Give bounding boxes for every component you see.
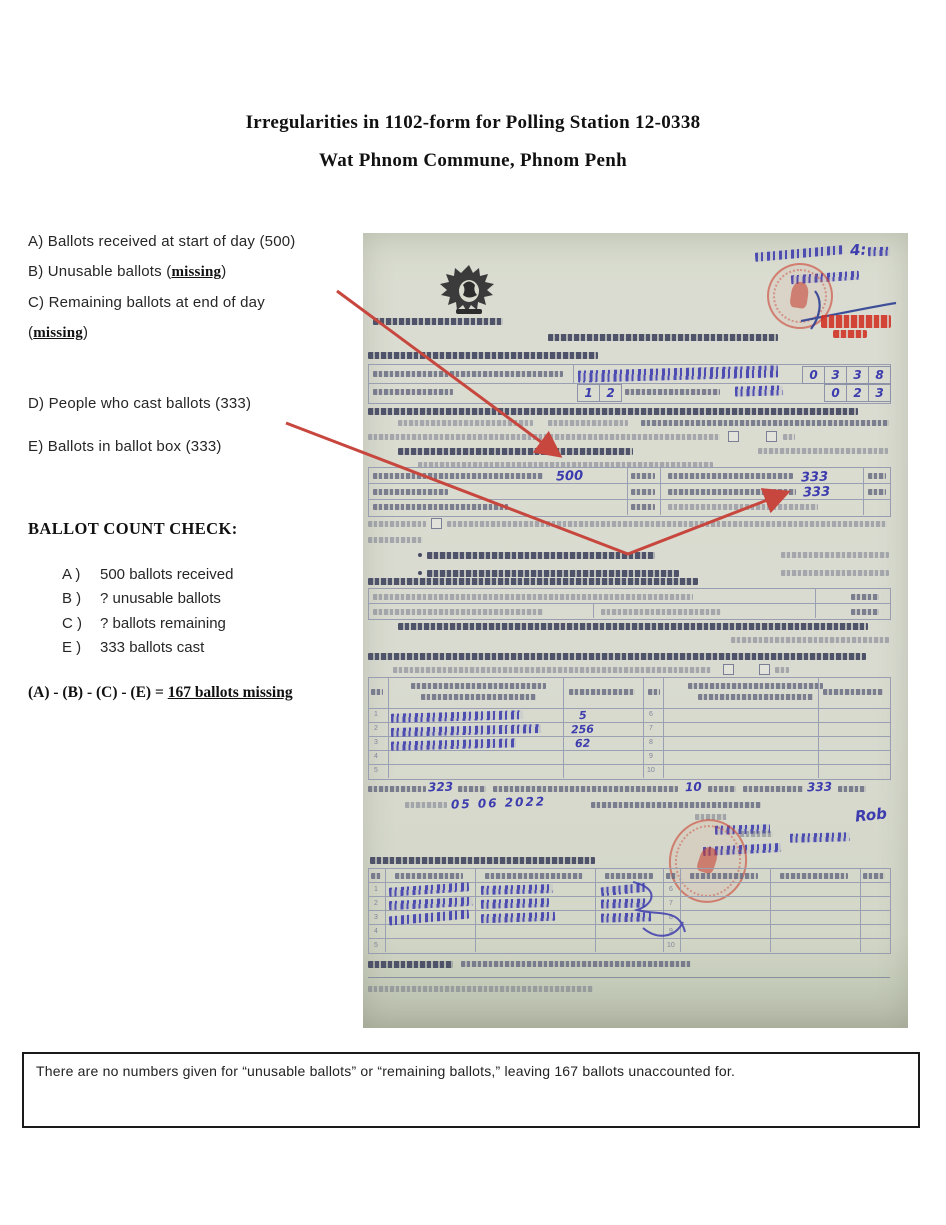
sig-col-header <box>485 873 583 879</box>
invalid-total-label <box>493 786 678 792</box>
ballot-check-heading: BALLOT COUNT CHECK: <box>28 519 238 538</box>
sig-col-header <box>371 873 381 879</box>
ballots-in-box-label <box>668 489 796 495</box>
para-line <box>641 420 889 426</box>
paren-close: ) <box>82 324 89 341</box>
party-votes-2: 256 <box>570 722 595 737</box>
nec-header-text <box>373 318 503 325</box>
commune-name-handwritten <box>735 385 783 396</box>
counts-col-line <box>627 467 628 515</box>
ballots-received-value: 500 <box>555 468 584 485</box>
voters-cast-label <box>668 473 793 479</box>
party-row-line <box>368 736 890 737</box>
unit-label <box>868 473 886 479</box>
observer-signature: Rob <box>854 804 888 826</box>
col-party-header2 <box>421 694 536 700</box>
col-party-header2 <box>698 694 813 700</box>
paren-note <box>781 552 889 558</box>
party-col-line <box>563 677 564 778</box>
box-total-value: 333 <box>806 779 833 795</box>
seal-table-line <box>368 603 890 604</box>
row-number: 9 <box>669 928 673 935</box>
date-line-text <box>591 802 761 808</box>
district-digit-1: 1 <box>577 384 600 402</box>
clock-note-tail <box>868 247 890 257</box>
section3-heading <box>368 578 698 585</box>
check-text-b: ? unusable ballots <box>100 590 221 607</box>
check-letter-a: A ) <box>62 566 81 583</box>
seal-table-col <box>593 603 594 618</box>
party-col-line <box>388 677 389 778</box>
paren-note <box>781 570 889 576</box>
counts-col-line <box>863 467 864 515</box>
row-number: 1 <box>374 886 378 893</box>
sig-col-header <box>395 873 463 879</box>
row-number: 6 <box>669 886 673 893</box>
check-item-b <box>62 590 221 607</box>
annotation-b-suffix: ) <box>221 263 227 280</box>
party-header-line <box>368 708 890 709</box>
seal-row1-label <box>373 594 693 600</box>
date-label <box>405 802 447 808</box>
party-col-line <box>818 677 819 778</box>
row-number: 7 <box>649 725 653 732</box>
bullet-line-2 <box>427 570 679 577</box>
row-number: 8 <box>669 914 673 921</box>
invalid-total-value: 10 <box>684 779 702 795</box>
paren-note <box>758 448 888 454</box>
sig-col-line <box>385 868 386 952</box>
unit-label <box>631 473 655 479</box>
commune-label <box>373 389 453 395</box>
seal-row2-mid <box>601 609 721 615</box>
seal-table-col <box>815 588 816 618</box>
annotation-c-missing: missing <box>33 325 83 341</box>
para-line <box>368 521 426 527</box>
secretary-name-handwritten <box>790 832 850 843</box>
count-record-label <box>398 448 633 455</box>
unit-label <box>868 489 886 495</box>
red-stamp-khmer-text <box>821 315 891 328</box>
checkbox-morning <box>728 431 739 442</box>
check-item-c <box>62 615 226 632</box>
footer-text <box>368 986 593 992</box>
party-votes-3: 62 <box>574 736 591 751</box>
bullet-line-1 <box>427 552 655 559</box>
date-handwritten: 05 06 2022 <box>450 794 547 812</box>
row-number: 1 <box>374 711 378 718</box>
para-line <box>447 521 887 527</box>
para-line <box>368 537 423 543</box>
valid-total-label <box>368 786 426 792</box>
station-name-label <box>373 371 563 377</box>
row3-label <box>373 504 508 510</box>
sig-col-line <box>595 868 596 952</box>
sig-col-line <box>475 868 476 952</box>
col-party-header <box>411 683 546 689</box>
station-code-digit-1: 0 <box>802 366 825 384</box>
ballots-in-box-value: 333 <box>802 484 831 501</box>
checkbox-match <box>431 518 442 529</box>
check-letter-c: C ) <box>62 615 82 632</box>
commune-code-digit-1: 0 <box>824 384 847 402</box>
row-number: 2 <box>374 900 378 907</box>
sig-col-header <box>780 873 848 879</box>
box-total-label <box>743 786 803 792</box>
seal-row1-value <box>851 594 879 600</box>
sig-col-header <box>690 873 758 879</box>
paren-open: ( <box>28 324 34 341</box>
row-number: 3 <box>374 914 378 921</box>
counts-col-line <box>660 467 661 515</box>
party-col-line <box>643 677 644 778</box>
note-text <box>461 961 691 967</box>
form-title-text <box>548 334 778 341</box>
station-code-digit-4: 8 <box>868 366 891 384</box>
annotation-c: C) Remaining ballots at end of day <box>28 294 265 311</box>
footnote-box <box>22 1052 920 1128</box>
seal-note-line <box>398 623 868 630</box>
annotation-e: E) Ballots in ballot box (333) <box>28 438 222 455</box>
check-text-e: 333 ballots cast <box>100 639 205 656</box>
checkbox-no <box>759 664 770 675</box>
para-line <box>548 420 628 426</box>
form-photo <box>363 233 908 1028</box>
row2-label <box>373 489 448 495</box>
party-votes-1: 5 <box>578 708 587 723</box>
para-line <box>368 434 720 440</box>
row-number: 2 <box>374 725 378 732</box>
section4-subline <box>393 667 711 673</box>
bullet-icon <box>418 571 422 575</box>
check-text-c: ? ballots remaining <box>100 615 226 632</box>
col-no-header <box>371 689 383 695</box>
row-number: 4 <box>374 928 378 935</box>
voters-cast-value: 333 <box>800 469 829 486</box>
check-item-a <box>62 566 233 583</box>
col-no-header <box>648 689 660 695</box>
via-label <box>740 831 773 837</box>
checkbox-afternoon <box>766 431 777 442</box>
commune-code-digit-3: 3 <box>868 384 891 402</box>
formula-note <box>668 504 818 510</box>
para-line <box>398 420 533 426</box>
section1-heading <box>368 352 598 359</box>
para-line <box>775 667 789 673</box>
unit-label <box>631 489 655 495</box>
red-stamp-khmer-text2 <box>833 330 867 338</box>
footer-rule <box>368 977 890 978</box>
station-table-divider <box>573 364 574 383</box>
note-label <box>368 961 453 968</box>
row-number: 3 <box>374 739 378 746</box>
check-item-e <box>62 639 204 656</box>
party-row-line <box>368 722 890 723</box>
equation-prefix: (A) - (B) - (C) - (E) = <box>28 684 168 701</box>
annotation-a: A) Ballots received at start of day (500) <box>28 233 296 250</box>
member-id-handwritten-1 <box>481 884 553 895</box>
unit-label <box>631 504 655 510</box>
seal-check-table <box>368 588 891 620</box>
big-signature-flourish <box>613 878 693 944</box>
row-number: 5 <box>374 767 378 774</box>
station-code-digit-2: 3 <box>824 366 847 384</box>
check-text-a: 500 ballots received <box>100 566 234 583</box>
col-party-header <box>688 683 823 689</box>
row-number: 6 <box>649 711 653 718</box>
check-letter-e: E ) <box>62 639 82 656</box>
section4-heading <box>368 653 866 660</box>
seal-row2-label <box>373 609 543 615</box>
col-votes-header <box>569 689 635 695</box>
annotation-d: D) People who cast ballots (333) <box>28 395 252 412</box>
district-digit-2: 2 <box>599 384 622 402</box>
row-number: 10 <box>647 767 655 774</box>
member-id-handwritten-2 <box>481 898 549 909</box>
row-number: 7 <box>669 900 673 907</box>
sig-col-header <box>863 873 885 879</box>
unit-label <box>838 786 866 792</box>
annotation-b <box>28 263 226 281</box>
national-emblem-icon <box>440 263 498 317</box>
party-row-line <box>368 750 890 751</box>
page-title-line2: Wat Phnom Commune, Phnom Penh <box>319 150 627 171</box>
row-number: 9 <box>649 753 653 760</box>
annotation-c-missing-line <box>28 324 88 342</box>
footnote-text: There are no numbers given for “unusable ballots” or “remaining ballots,” leaving 167 ballots unaccounted for. <box>36 1063 736 1079</box>
section2-heading <box>368 408 858 415</box>
ballots-received-label <box>373 473 543 479</box>
paren-note <box>731 637 889 643</box>
bullet-icon <box>418 553 422 557</box>
seal-row2-value <box>851 609 879 615</box>
clock-time-value: 4: <box>849 240 868 260</box>
station-code-digit-3: 3 <box>846 366 869 384</box>
province-label <box>625 389 720 395</box>
ballot-equation <box>28 684 293 702</box>
row-number: 5 <box>374 942 378 949</box>
annotation-b-missing: missing <box>171 264 222 280</box>
commune-code-digit-2: 2 <box>846 384 869 402</box>
check-letter-b: B ) <box>62 590 82 607</box>
row-number: 10 <box>667 942 675 949</box>
page-title-line1: Irregularities in 1102-form for Polling Station 12-0338 <box>245 112 701 133</box>
para-line <box>783 434 795 440</box>
valid-total-value: 323 <box>427 779 454 795</box>
equation-result: 167 ballots missing <box>167 684 293 701</box>
unit-label <box>458 786 486 792</box>
col-votes-header <box>823 689 883 695</box>
unit-label <box>708 786 736 792</box>
clock-note-handwritten <box>755 245 843 262</box>
checkbox-yes <box>723 664 734 675</box>
party-col-line <box>663 677 664 778</box>
sig-col-line <box>770 868 771 952</box>
section5-heading <box>370 857 595 864</box>
row-number: 8 <box>649 739 653 746</box>
party-row-line <box>368 764 890 765</box>
row-number: 4 <box>374 753 378 760</box>
sig-col-line <box>860 868 861 952</box>
annotation-b-prefix: B) Unusable ballots ( <box>28 263 172 280</box>
